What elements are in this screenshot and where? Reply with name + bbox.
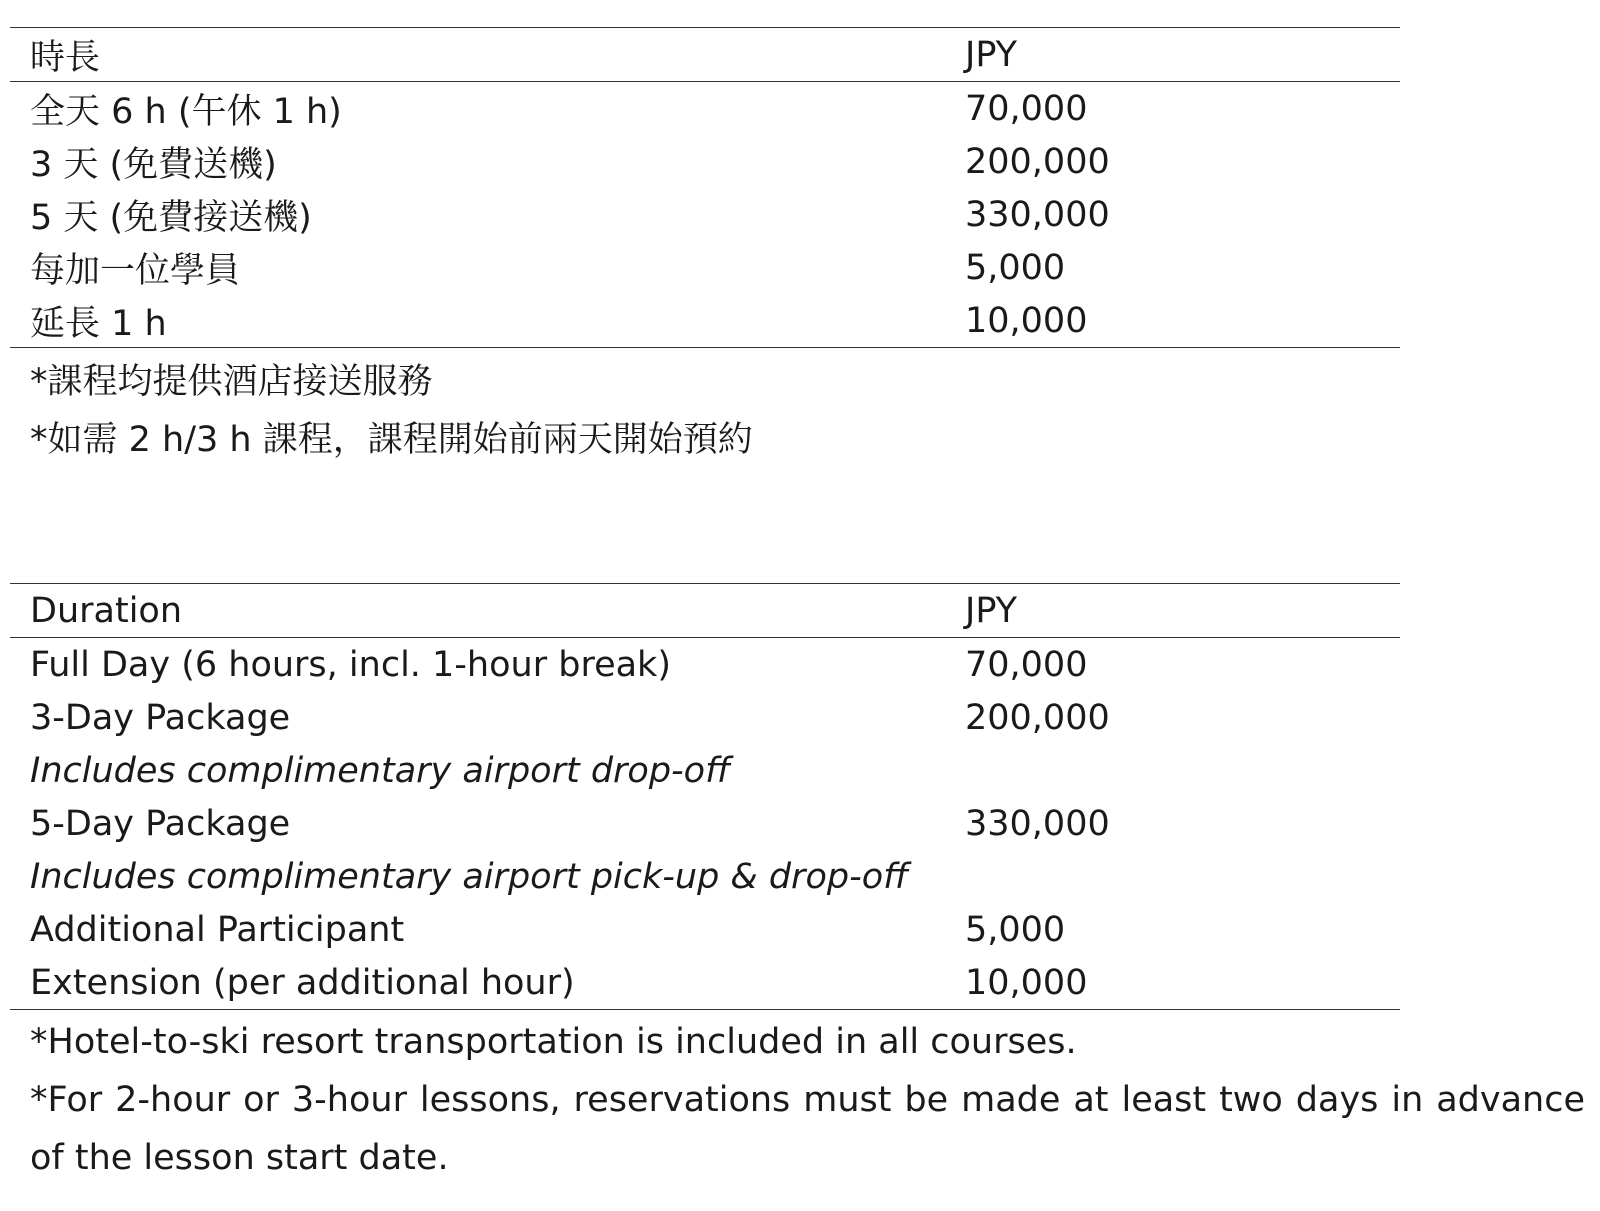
duration-header: 時長 <box>30 37 101 78</box>
table-row <box>10 135 1400 188</box>
footnote: *如需 2 h/3 h 課程，課程開始前兩天開始預約 <box>30 420 753 460</box>
duration-cell: 每加一位學員 <box>30 250 241 291</box>
footnote: *For 2-hour or 3-hour lessons, reservations must be made at least two days in advance of the lesson start date. <box>30 1080 1585 1178</box>
price-table-en <box>10 583 1400 1010</box>
duration-cell: Extension (per additional hour) <box>30 962 575 1003</box>
price-cell: 5,000 <box>965 247 1066 288</box>
currency-header: JPY <box>965 34 1018 75</box>
price-cell: 5,000 <box>965 909 1066 950</box>
footnotes-zh <box>30 353 753 469</box>
price-cell: 10,000 <box>965 962 1088 1003</box>
package-note-row <box>10 744 1400 797</box>
footnote: *課程均提供酒店接送服務 <box>30 362 433 402</box>
duration-header: Duration <box>30 590 183 631</box>
price-cell: 10,000 <box>965 300 1088 341</box>
table-row <box>10 956 1400 1010</box>
table-row <box>10 241 1400 294</box>
table-row <box>10 82 1400 136</box>
price-cell: 330,000 <box>965 803 1110 844</box>
table-row <box>10 638 1400 692</box>
duration-cell: 5 天 (免費接送機) <box>30 197 312 238</box>
price-table-zh <box>10 27 1400 348</box>
price-cell: 70,000 <box>965 644 1088 685</box>
package-note-row <box>10 850 1400 903</box>
table-row <box>10 797 1400 850</box>
duration-cell: 3 天 (免費送機) <box>30 144 277 185</box>
table-header-row <box>10 584 1400 638</box>
footnotes-en <box>30 1013 1585 1187</box>
table-header-row <box>10 28 1400 82</box>
currency-header: JPY <box>965 590 1018 631</box>
package-note: Includes complimentary airport pick-up & drop-off <box>30 856 909 897</box>
package-note: Includes complimentary airport drop-off <box>30 750 731 791</box>
table-row <box>10 188 1400 241</box>
table-row <box>10 294 1400 348</box>
duration-cell: 5-Day Package <box>30 803 291 844</box>
duration-cell: Full Day (6 hours, incl. 1-hour break) <box>30 644 671 685</box>
duration-cell: Additional Participant <box>30 909 405 950</box>
price-cell: 330,000 <box>965 194 1110 235</box>
table-row <box>10 691 1400 744</box>
table-row <box>10 903 1400 956</box>
footnote: *Hotel-to-ski resort transportation is included in all courses. <box>30 1022 1077 1062</box>
price-cell: 70,000 <box>965 88 1088 129</box>
price-cell: 200,000 <box>965 141 1110 182</box>
duration-cell: 延長 1 h <box>30 303 167 344</box>
duration-cell: 3-Day Package <box>30 697 291 738</box>
duration-cell: 全天 6 h (午休 1 h) <box>30 91 342 132</box>
price-cell: 200,000 <box>965 697 1110 738</box>
